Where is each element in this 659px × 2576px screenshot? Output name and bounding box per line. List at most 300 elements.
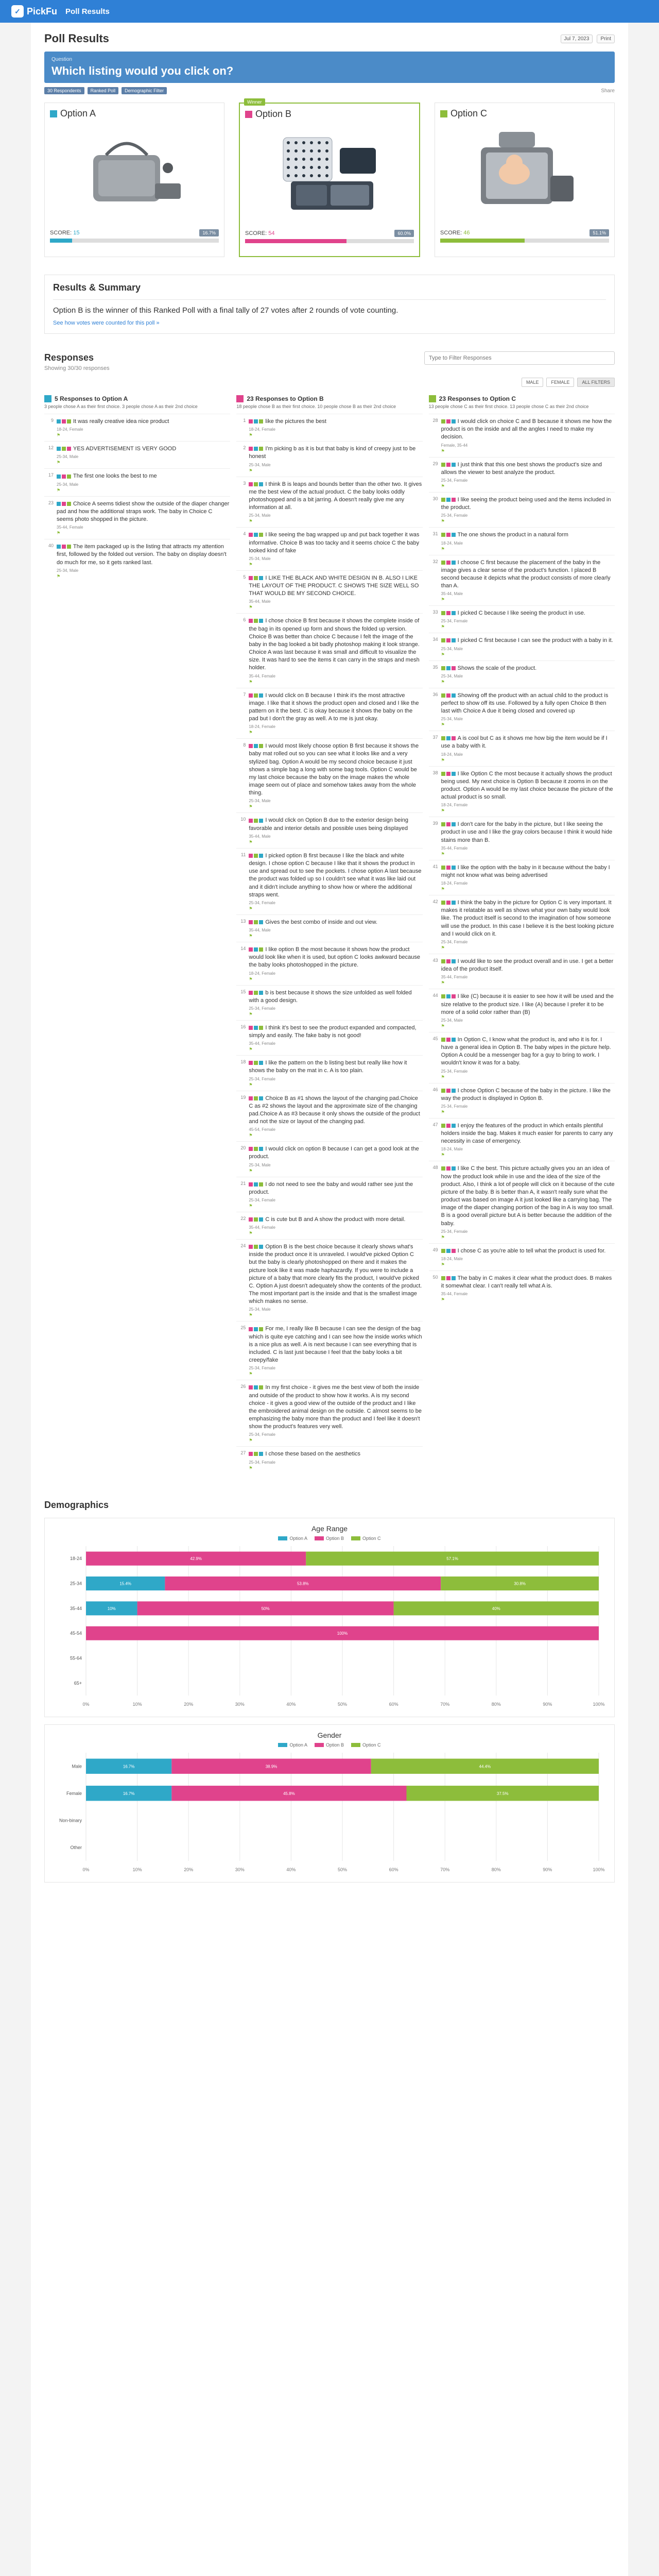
rank-dot <box>446 463 450 467</box>
rank-dot <box>452 611 456 615</box>
flag-button[interactable]: ⚑ <box>249 1438 253 1443</box>
respondent-meta: 18-24, Female <box>441 881 468 886</box>
ranking-dots <box>249 482 263 486</box>
option-label <box>440 108 609 119</box>
response-item <box>236 1141 422 1176</box>
flag-button[interactable]: ⚑ <box>249 976 253 981</box>
flag-button[interactable]: ⚑ <box>249 906 253 911</box>
rank-dot <box>249 1147 253 1151</box>
rank-dot <box>441 638 445 642</box>
score-bar-fill <box>50 239 72 243</box>
response-list <box>429 414 615 1306</box>
response-text <box>441 770 615 802</box>
flag-button[interactable]: ⚑ <box>57 433 61 438</box>
flag-button[interactable]: ⚑ <box>441 519 445 524</box>
respondent-meta: 25-34, Male <box>441 717 463 722</box>
response-comment: I chose C as you're able to tell what the product is used for. <box>457 1247 606 1254</box>
response-text <box>441 637 615 645</box>
response-comment: I LIKE THE BLACK AND WHITE DESIGN IN B. ALSO I LIKE THE LAYOUT OF THE PRODUCT. C SHOWS THE SIZE WELL SO THAT WOULD BE MY SECOND CHOICE. <box>249 574 419 597</box>
response-item <box>236 613 422 687</box>
response-item <box>429 989 615 1032</box>
flag-button[interactable]: ⚑ <box>249 1082 253 1087</box>
response-number: 17 <box>48 472 54 478</box>
rank-dot <box>67 474 71 479</box>
legend-item <box>351 1536 381 1541</box>
ranking-dots <box>441 561 456 565</box>
ranking-dots <box>249 447 263 451</box>
vote-count-link[interactable]: See how votes were counted for this poll » <box>53 320 160 326</box>
response-item <box>236 942 422 985</box>
tick-label: 60% <box>389 1701 398 1707</box>
response-number: 19 <box>240 1094 246 1100</box>
score-value: 54 <box>268 230 275 236</box>
flag-button[interactable]: ⚑ <box>441 887 445 892</box>
response-number: 11 <box>240 852 246 857</box>
response-comment: I just think that this one best shows the product's size and allows the viewer to best analyze the product. <box>441 461 602 476</box>
response-text <box>441 418 615 442</box>
response-item <box>44 441 230 468</box>
flag-button[interactable]: ⚑ <box>57 487 61 493</box>
flag-button[interactable]: ⚑ <box>249 468 253 473</box>
ranking-dots <box>249 1147 263 1151</box>
respondent-meta: 35-44, Female <box>441 845 468 851</box>
column-color-swatch <box>236 395 244 402</box>
response-number: 5 <box>243 574 246 580</box>
ranking-dots <box>249 991 263 995</box>
response-body <box>441 770 615 814</box>
response-item <box>236 812 422 848</box>
option-image[interactable] <box>440 124 609 222</box>
rank-dot <box>441 822 445 826</box>
flag-button[interactable]: ⚑ <box>441 722 445 727</box>
ranking-dots <box>57 545 71 549</box>
response-body <box>249 418 422 437</box>
ranking-dots <box>441 611 456 615</box>
response-number: 25 <box>240 1325 246 1331</box>
rank-dot <box>254 447 258 451</box>
response-body <box>249 989 422 1016</box>
response-column <box>236 395 422 1474</box>
rank-dot <box>249 482 253 486</box>
response-text <box>57 472 230 480</box>
response-body <box>441 496 615 523</box>
responses-count: Showing 30/30 responses <box>44 365 110 371</box>
rank-dot <box>452 1249 456 1253</box>
flag-button[interactable]: ⚑ <box>249 730 253 735</box>
response-item <box>429 660 615 688</box>
tick-label: 20% <box>184 1867 194 1872</box>
flag-button[interactable]: ⚑ <box>441 945 445 950</box>
rank-dot <box>259 1182 263 1187</box>
response-body <box>249 692 422 735</box>
flag-button[interactable]: ⚑ <box>441 1297 445 1302</box>
response-text <box>249 418 422 426</box>
respondent-meta: 25-34, Male <box>249 556 271 561</box>
rank-dot <box>446 866 450 870</box>
rank-dot <box>452 736 456 740</box>
response-body <box>441 418 615 453</box>
rank-dot <box>452 419 456 423</box>
ranking-dots <box>441 1249 456 1253</box>
rank-dot <box>452 866 456 870</box>
flag-button[interactable]: ⚑ <box>249 1465 253 1470</box>
flag-button[interactable]: ⚑ <box>441 624 445 630</box>
response-comment: I like Option C the most because it actually shows the product being used. My next choice is Option B because it zooms in on the product. Option A would be my last choice because the picture of the actual product is so small. <box>441 770 613 801</box>
ranking-dots <box>249 1061 263 1065</box>
response-body <box>441 609 615 629</box>
flag-button[interactable]: ⚑ <box>441 1109 445 1114</box>
flag-button[interactable]: ⚑ <box>249 1047 253 1052</box>
responses-title: Responses <box>44 352 94 363</box>
response-number: 24 <box>240 1243 246 1249</box>
rank-dot <box>254 482 258 486</box>
response-comment: I don't care for the baby in the picture, but I like seeing the product in use and I like the gray colors because I think it would hide stains more than B. <box>441 821 613 843</box>
flag-button[interactable]: ⚑ <box>249 1371 253 1377</box>
respondent-meta: 25-34, Female <box>441 478 468 483</box>
ranking-dots <box>249 693 263 698</box>
response-body <box>441 692 615 727</box>
score-bar-fill <box>245 239 346 243</box>
flag-button[interactable]: ⚑ <box>249 562 253 567</box>
response-item <box>44 468 230 496</box>
legend-label: Option A <box>289 1742 307 1748</box>
response-body <box>249 1059 422 1087</box>
column-header <box>429 395 615 402</box>
app-page-title: Poll Results <box>65 7 110 16</box>
flag-button[interactable]: ⚑ <box>249 804 253 809</box>
response-text <box>57 445 230 453</box>
respondent-meta: 25-34, Female <box>249 1076 275 1081</box>
respondent-meta: 35-44, Female <box>57 525 83 530</box>
response-number: 30 <box>432 496 438 501</box>
response-item <box>429 633 615 660</box>
flag-button[interactable]: ⚑ <box>57 573 61 579</box>
category-label: Female <box>66 1790 82 1796</box>
response-text <box>441 1087 615 1103</box>
flag-button[interactable]: ⚑ <box>57 460 61 465</box>
option-card[interactable] <box>435 103 615 257</box>
rank-dot <box>446 1276 450 1280</box>
respondent-meta: 18-24, Female <box>249 724 275 730</box>
rank-dot <box>446 772 450 776</box>
rank-dot <box>446 736 450 740</box>
tick-label: 0% <box>82 1867 90 1872</box>
response-body <box>249 1243 422 1317</box>
rank-dot <box>441 1089 445 1093</box>
response-comment: YES ADVERTISEMENT IS VERY GOOD <box>73 446 177 452</box>
flag-button[interactable]: ⚑ <box>441 757 445 762</box>
response-number: 34 <box>432 637 438 642</box>
response-item <box>236 441 422 476</box>
flag-button[interactable]: ⚑ <box>249 433 253 438</box>
rank-dot <box>249 1096 253 1100</box>
response-number: 4 <box>243 531 246 537</box>
flag-button[interactable]: ⚑ <box>249 839 253 844</box>
response-body <box>441 1165 615 1239</box>
rank-dot <box>452 822 456 826</box>
rank-dot <box>446 1166 450 1171</box>
respondent-meta: 35-44, Male <box>249 834 271 839</box>
data-label: 16.7% <box>123 1764 135 1769</box>
response-text <box>441 559 615 590</box>
option-image[interactable] <box>245 125 414 223</box>
option-score: SCORE: 54 <box>245 230 275 236</box>
rank-dot <box>249 1385 253 1389</box>
ranking-dots <box>441 1124 456 1128</box>
response-text <box>57 543 230 567</box>
response-text <box>441 609 615 617</box>
rank-dot <box>446 959 450 963</box>
rank-dot <box>446 498 450 502</box>
legend-swatch <box>278 1536 287 1540</box>
respondent-meta: 25-34, Female <box>441 1229 468 1234</box>
flag-button[interactable]: ⚑ <box>441 1074 445 1079</box>
rank-dot <box>259 1147 263 1151</box>
respondent-meta: 35-44, Female <box>249 1041 275 1046</box>
response-comment: I like seeing the product being used and the items included in the product. <box>441 497 611 511</box>
tick-label: 40% <box>286 1701 296 1707</box>
rank-dot <box>441 1249 445 1253</box>
response-number: 18 <box>240 1059 246 1065</box>
response-comment: The baby in C makes it clear what the product does. B makes it somewhat clear. I can't really tell what A is. <box>441 1275 612 1290</box>
response-text <box>249 574 422 598</box>
response-number: 29 <box>432 461 438 466</box>
tick-label: 0% <box>82 1701 90 1707</box>
rank-dot <box>57 545 61 549</box>
rank-dot <box>259 1452 263 1456</box>
respondent-meta: 25-34, Female <box>441 1069 468 1074</box>
poll-tag: 30 Respondents <box>44 87 84 94</box>
response-comment: I'm picking b as it is but that baby is kind of creepy just to be honest <box>249 446 416 460</box>
rank-dot <box>254 1147 258 1151</box>
response-number: 7 <box>243 691 246 697</box>
print-button[interactable]: Print <box>597 35 615 43</box>
respondent-meta: 25-34, Female <box>249 1366 275 1371</box>
rank-dot <box>441 1038 445 1042</box>
gender-chart-title: Gender <box>317 1731 342 1739</box>
response-text <box>441 821 615 844</box>
rank-dot <box>441 866 445 870</box>
response-body <box>441 665 615 684</box>
option-name: Option B <box>255 109 292 119</box>
response-item <box>429 1161 615 1243</box>
flag-button[interactable]: ⚑ <box>441 679 445 684</box>
rank-dot <box>441 994 445 998</box>
rank-dot <box>62 447 66 451</box>
response-comment: I would most likely choose option B first because it shows the baby mat rolled out so you can see what it looks like and a very stylized bag. Option A would be my second choice because it just shows a simple bag a long with some bag tools. Option C would be my last choice because the baby on the image makes the whole image seem out of place and somehow takes away from the whole thing. <box>249 743 419 796</box>
respondent-meta: 18-24, Female <box>249 971 275 976</box>
rank-dot <box>249 1217 253 1222</box>
ranking-dots <box>249 1327 263 1331</box>
flag-button[interactable]: ⚑ <box>249 519 253 524</box>
ranking-dots <box>441 638 456 642</box>
brand-name: PickFu <box>27 6 58 16</box>
option-label <box>245 109 414 120</box>
flag-button[interactable]: ⚑ <box>249 1168 253 1173</box>
column-subtitle: 3 people chose A as their first choice. 3 people chose A as their 2nd choice <box>44 404 198 409</box>
response-number: 39 <box>432 821 438 826</box>
response-body <box>249 1216 422 1235</box>
flag-button[interactable]: ⚑ <box>249 1231 253 1236</box>
response-body <box>57 472 230 492</box>
brand-logo[interactable] <box>11 5 57 18</box>
response-number: 22 <box>240 1215 246 1221</box>
response-text <box>249 1059 422 1075</box>
rank-dot <box>57 419 61 423</box>
response-text <box>249 817 422 832</box>
filter-button-male[interactable]: MALE <box>522 378 544 387</box>
flag-button[interactable]: ⚑ <box>249 1313 253 1318</box>
option-label <box>50 108 219 119</box>
rank-dot <box>62 419 66 423</box>
rank-dot <box>259 1327 263 1331</box>
option-image[interactable] <box>50 124 219 222</box>
respondent-meta: 18-24, Male <box>441 1147 463 1152</box>
rank-dot <box>452 638 456 642</box>
response-number: 8 <box>243 742 246 748</box>
rank-dot <box>259 1096 263 1100</box>
response-body <box>441 531 615 551</box>
filter-button-female[interactable]: FEMALE <box>546 378 574 387</box>
data-label: 10% <box>107 1606 116 1611</box>
response-comment: I choose C first because the placement of the baby in the image gives a clear sense of the product's function. I placed B second because it depicts what the product consists of more clearly than A. <box>441 559 611 589</box>
question-text: Which listing would you click on? <box>51 64 234 77</box>
response-number: 12 <box>48 445 54 451</box>
ranking-dots <box>249 1096 263 1100</box>
rank-dot <box>249 1026 253 1030</box>
rank-dot <box>62 474 66 479</box>
rank-dot <box>254 819 258 823</box>
flag-button[interactable]: ⚑ <box>441 546 445 551</box>
flag-button[interactable]: ⚑ <box>249 679 253 684</box>
response-item <box>429 555 615 606</box>
rank-dot <box>446 994 450 998</box>
rank-dot <box>249 1061 253 1065</box>
legend-item <box>278 1742 307 1748</box>
ranking-dots <box>249 819 263 823</box>
response-text <box>249 1145 422 1161</box>
option-percent: 16.7% <box>199 229 219 236</box>
option-card[interactable] <box>44 103 224 257</box>
legend-item <box>351 1742 381 1748</box>
filter-button-all-filters[interactable]: ALL FILTERS <box>577 378 615 387</box>
category-label: 25-34 <box>70 1581 82 1586</box>
respondent-meta: 35-44, Male <box>249 928 271 933</box>
rank-dot <box>249 693 253 698</box>
flag-button[interactable]: ⚑ <box>249 605 253 610</box>
category-label: Other <box>70 1844 82 1850</box>
response-number: 46 <box>432 1087 438 1092</box>
demographics-section <box>44 1500 615 1883</box>
rank-dot <box>254 576 258 580</box>
flag-button[interactable]: ⚑ <box>441 980 445 986</box>
response-number: 20 <box>240 1145 246 1151</box>
rank-dot <box>452 498 456 502</box>
response-number: 33 <box>432 609 438 615</box>
response-body <box>249 742 422 809</box>
response-comment: Choice B as #1 shows the layout of the changing pad.Choice C as #2 shows the layout and the approximate size of the changing pad.Choice A as #3 because it only shows the outside of the product and not the size or layout of the changing pad. <box>249 1095 420 1125</box>
response-item <box>429 1032 615 1083</box>
legend-swatch <box>351 1536 360 1540</box>
share-link[interactable]: Share <box>601 88 615 94</box>
tick-label: 100% <box>593 1701 605 1707</box>
rank-dot <box>249 991 253 995</box>
response-body <box>249 1095 422 1138</box>
rank-dot <box>254 920 258 924</box>
respondent-meta: 25-34, Male <box>249 799 271 804</box>
response-number: 36 <box>432 691 438 697</box>
flag-button[interactable]: ⚑ <box>441 1153 445 1158</box>
ranking-dots <box>441 1089 456 1093</box>
respondent-meta: 25-34, Male <box>441 1018 463 1023</box>
flag-button[interactable]: ⚑ <box>249 1133 253 1138</box>
tick-label: 50% <box>337 1867 348 1872</box>
response-body <box>441 899 615 950</box>
column-title: 5 Responses to Option A <box>55 395 128 402</box>
flag-button[interactable]: ⚑ <box>441 448 445 453</box>
flag-button[interactable]: ⚑ <box>249 1203 253 1208</box>
flag-button[interactable]: ⚑ <box>249 934 253 939</box>
response-body <box>441 958 615 985</box>
response-text <box>441 1247 615 1255</box>
flag-button[interactable]: ⚑ <box>441 1234 445 1240</box>
response-body <box>57 418 230 437</box>
response-number: 37 <box>432 735 438 740</box>
flag-button[interactable]: ⚑ <box>441 1262 445 1267</box>
filter-responses-input[interactable] <box>424 351 615 365</box>
response-text <box>441 1275 615 1290</box>
flag-button[interactable]: ⚑ <box>441 851 445 856</box>
response-comment: I would click on Option B due to the exterior design being favorable and interior details and possible uses being displayed <box>249 817 408 832</box>
response-body <box>249 531 422 567</box>
response-body <box>249 817 422 844</box>
rank-dot <box>254 1217 258 1222</box>
ranking-dots <box>441 1166 456 1171</box>
response-item <box>236 1091 422 1142</box>
response-number: 41 <box>432 863 438 869</box>
response-item <box>236 1380 422 1446</box>
rank-dot <box>446 611 450 615</box>
response-comment: The first one looks the best to me <box>73 473 157 480</box>
flag-button[interactable]: ⚑ <box>57 531 61 536</box>
flag-button[interactable]: ⚑ <box>441 597 445 602</box>
rank-dot <box>259 1026 263 1030</box>
flag-button[interactable]: ⚑ <box>441 484 445 488</box>
ranking-dots <box>441 822 456 826</box>
flag-button[interactable]: ⚑ <box>441 808 445 814</box>
flag-button[interactable]: ⚑ <box>441 652 445 657</box>
poll-tag: Demographic Filter <box>122 87 167 94</box>
response-text <box>441 735 615 750</box>
response-text <box>249 692 422 723</box>
response-body <box>249 1450 422 1470</box>
response-body <box>441 1275 615 1302</box>
rank-dot <box>249 619 253 623</box>
rank-dot <box>441 463 445 467</box>
rank-dot <box>441 611 445 615</box>
respondent-meta: 25-34, Female <box>441 619 468 624</box>
flag-button[interactable]: ⚑ <box>441 1023 445 1028</box>
column-color-swatch <box>429 395 436 402</box>
response-number: 32 <box>432 558 438 564</box>
data-label: 40% <box>492 1606 500 1611</box>
tick-label: 20% <box>184 1701 194 1707</box>
category-label: 55-64 <box>70 1655 82 1661</box>
tick-label: 90% <box>543 1867 552 1872</box>
option-card[interactable] <box>239 99 420 257</box>
flag-button[interactable]: ⚑ <box>249 1011 253 1016</box>
response-comment: I like option B the most because it shows how the product would look like when it is used, but option C looks awkward because the baby looks photoshopped in the picture. <box>249 946 420 969</box>
